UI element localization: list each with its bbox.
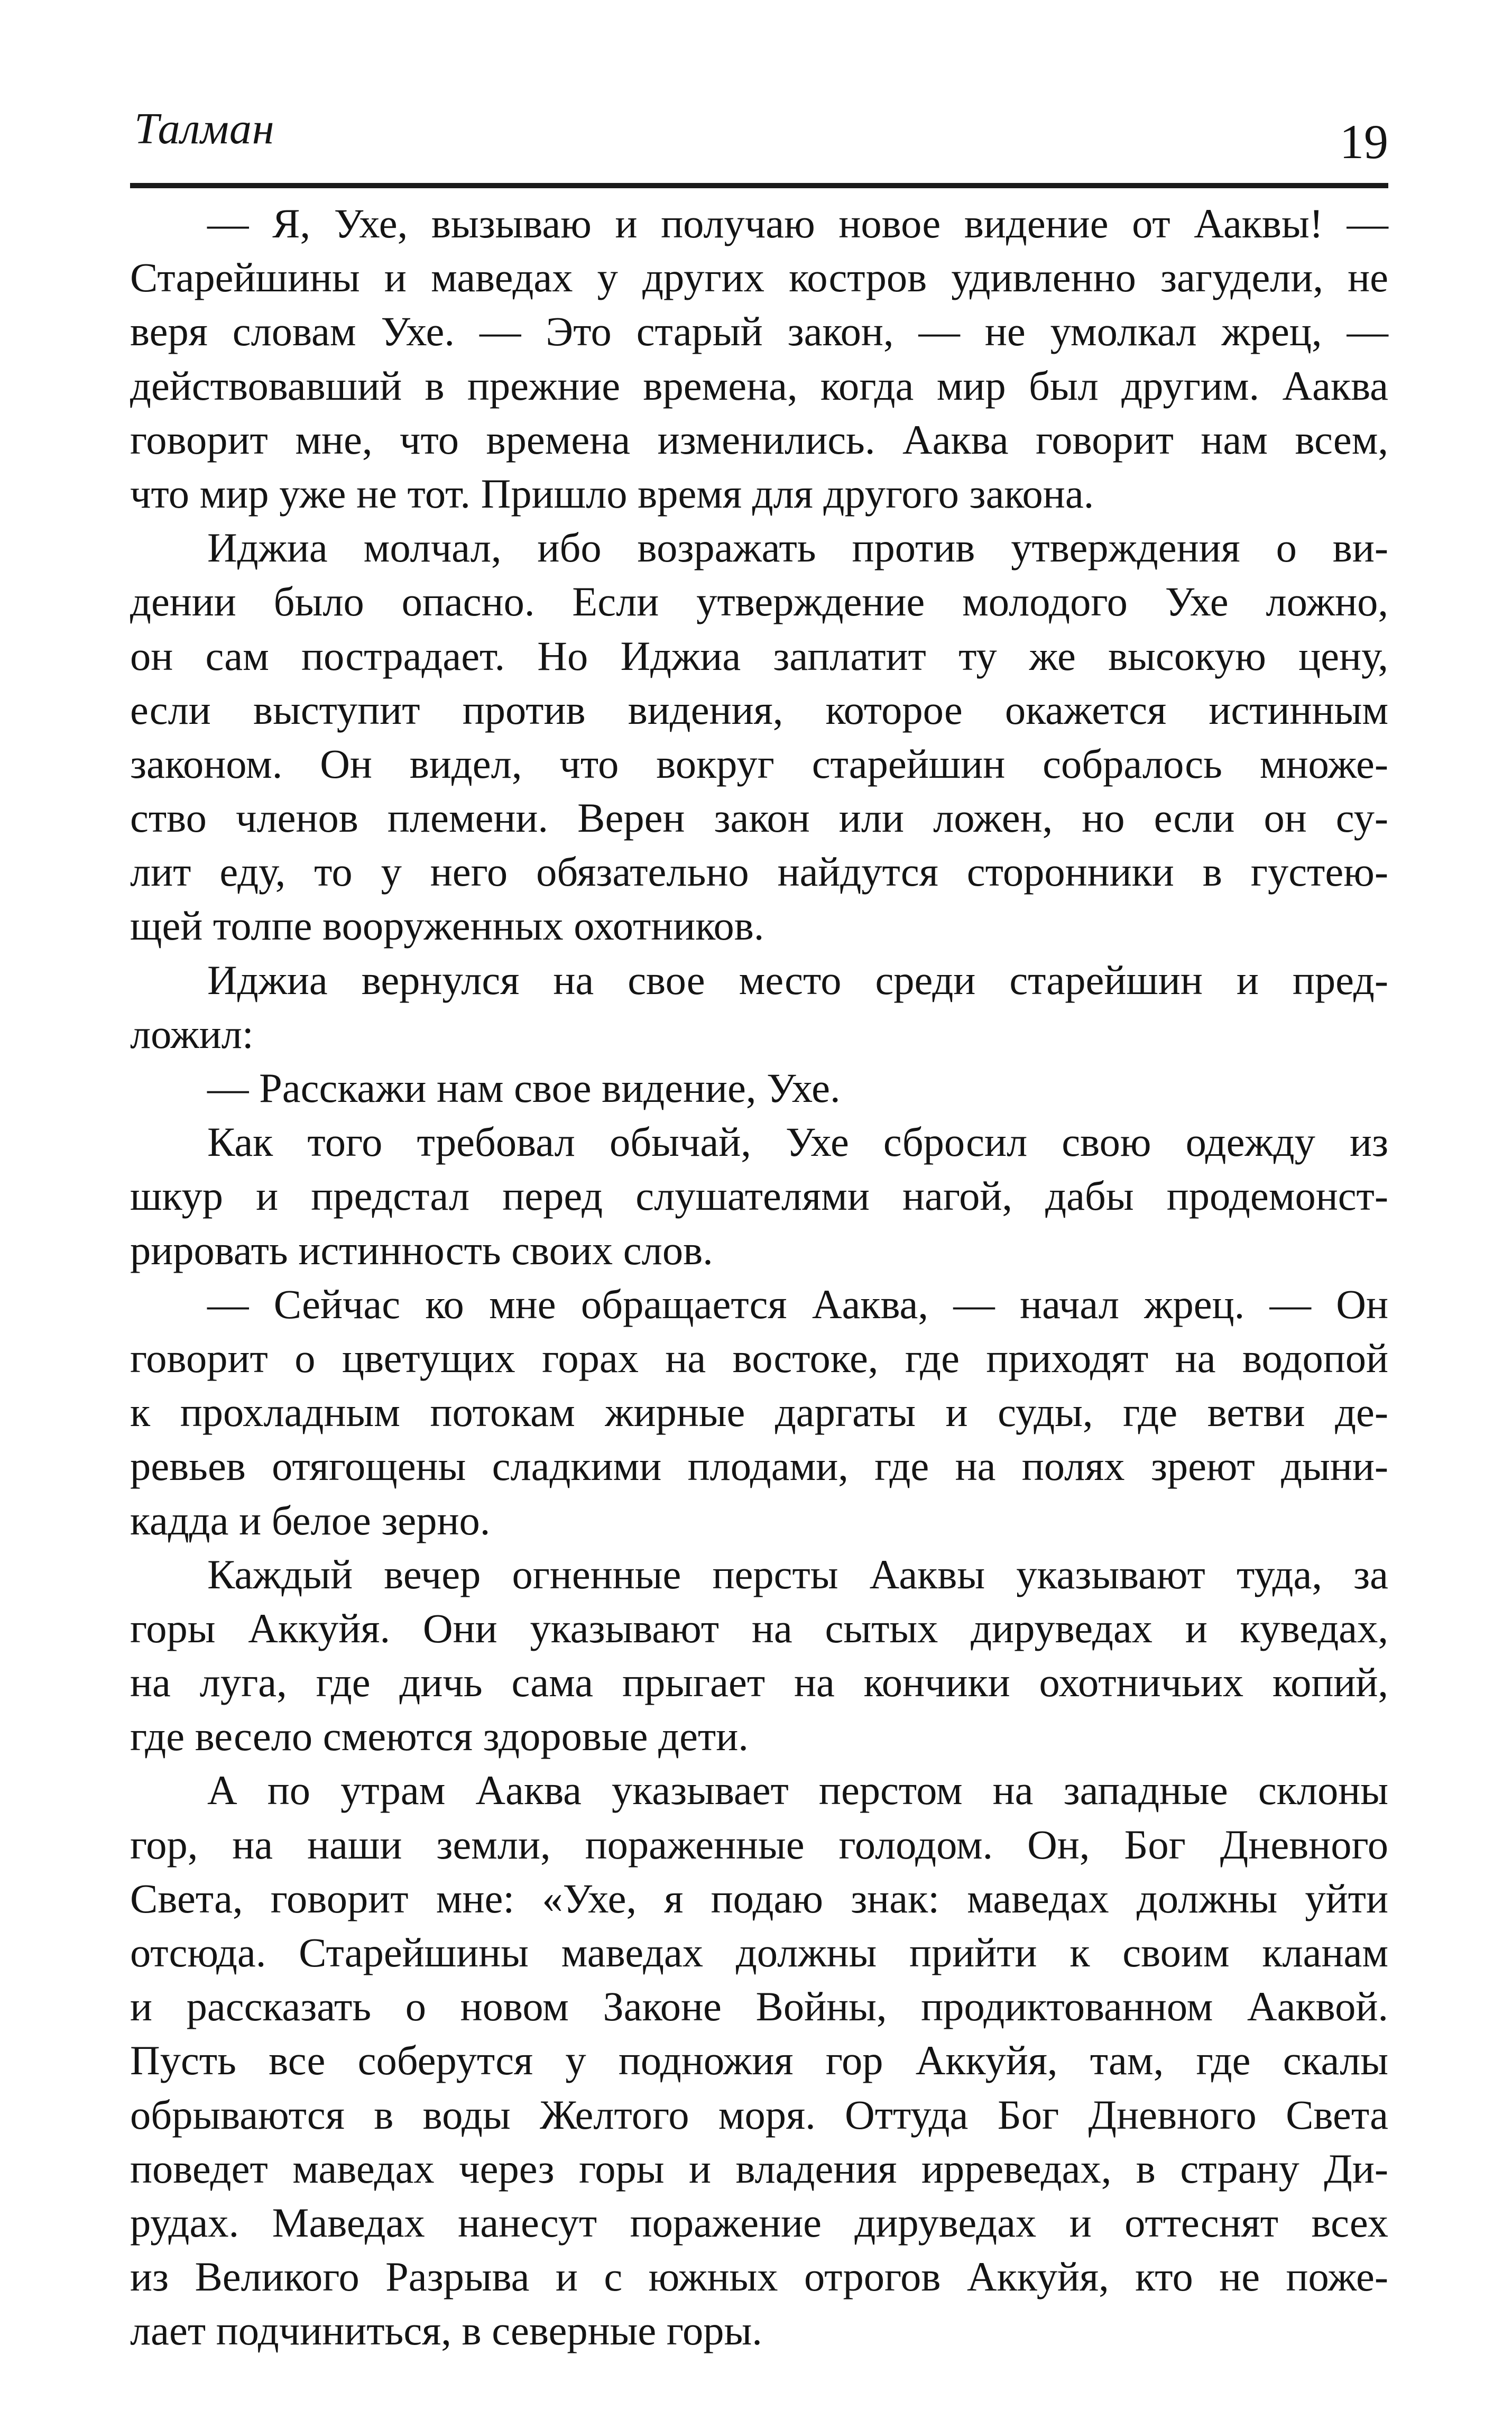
text-line: ревьев отягощены сладкими плодами, где на полях зреют дыни- — [130, 1443, 1388, 1489]
text-line: лает подчиниться, в северные горы. — [130, 2307, 762, 2354]
paragraph — [130, 1115, 1388, 1277]
text-line: рудах. Маведах нанесут поражение дируведах и оттеснят всех — [130, 2199, 1388, 2246]
paragraph — [130, 197, 1388, 521]
text-line: Иджиа вернулся на свое место среди старейшин и пред- — [207, 957, 1388, 1003]
text-line: лит еду, то у него обязательно найдутся сторонники в густею- — [130, 849, 1388, 895]
text-line: Света, говорит мне: «Ухе, я подаю знак: маведах должны уйти — [130, 1875, 1388, 1921]
header-rule — [130, 183, 1388, 188]
running-title: Талман — [134, 104, 275, 153]
text-line: говорит мне, что времена изменились. Аaква говорит нам всем, — [130, 416, 1388, 463]
text-line: веря словам Ухе. — Это старый закон, — не умолкал жрец, — — [130, 308, 1388, 355]
paragraph — [130, 1061, 1388, 1115]
text-line: поведет маведах через горы и владения ирреведах, в страну Ди- — [130, 2145, 1388, 2192]
paragraph — [130, 1763, 1388, 2358]
body-text — [130, 197, 1388, 2358]
text-line: ство членов племени. Верен закон или ложен, но если он су- — [130, 795, 1388, 841]
text-line: кадда и белое зерно. — [130, 1497, 491, 1543]
text-line: на луга, где дичь сама прыгает на кончики охотничьих копий, — [130, 1659, 1388, 1706]
text-line: дении было опасно. Если утверждение молодого Ухе ложно, — [130, 578, 1388, 625]
text-line: что мир уже не тот. Пришло время для другого закона. — [130, 470, 1094, 517]
text-line: Как того требовал обычай, Ухе сбросил свою одежду из — [207, 1119, 1388, 1165]
text-line: — Сейчас ко мне обращается Аaква, — начал жрец. — Он — [207, 1281, 1388, 1327]
text-line: из Великого Разрыва и с южных отрогов Аккуйя, кто не поже- — [130, 2254, 1388, 2300]
text-line: Иджиа молчал, ибо возражать против утверждения о ви- — [207, 525, 1388, 571]
text-line: законом. Он видел, что вокруг старейшин собралось множе- — [130, 740, 1388, 787]
text-line: шкур и предстал перед слушателями нагой, дабы продемонст- — [130, 1173, 1388, 1219]
text-line: гор, на наши земли, пораженные голодом. Он, Бог Дневного — [130, 1821, 1388, 1868]
running-header — [130, 79, 1388, 168]
paragraph — [130, 953, 1388, 1061]
book-page — [130, 79, 1388, 2353]
text-line: если выступит против видения, которое окажется истинным — [130, 686, 1388, 733]
paragraph — [130, 1277, 1388, 1548]
text-line: — Расскажи нам свое видение, Ухе. — [207, 1065, 841, 1111]
paragraph — [130, 521, 1388, 953]
page-number: 19 — [1340, 115, 1388, 169]
text-line: отсюда. Старейшины маведах должны прийти к своим кланам — [130, 1929, 1388, 1975]
text-line: где весело смеются здоровые дети. — [130, 1713, 749, 1760]
text-line: Каждый вечер огненные персты Ааквы указывают туда, за — [207, 1551, 1388, 1597]
text-line: рировать истинность своих слов. — [130, 1227, 713, 1273]
text-line: обрываются в воды Желтого моря. Оттуда Бог Дневного Света — [130, 2091, 1388, 2138]
text-line: Пусть все соберутся у подножия гор Аккуйя, там, где скалы — [130, 2037, 1388, 2084]
text-line: и рассказать о новом Законе Войны, продиктованном Аaквой. — [130, 1983, 1388, 2030]
text-line: горы Аккуйя. Они указывают на сытых дируведах и куведах, — [130, 1605, 1388, 1651]
text-line: щей толпе вооруженных охотников. — [130, 903, 764, 949]
text-line: действовавший в прежние времена, когда мир был другим. Аaква — [130, 362, 1388, 409]
paragraph — [130, 1548, 1388, 1764]
text-line: к прохладным потокам жирные даргаты и суды, где ветви де- — [130, 1389, 1388, 1436]
text-line: Старейшины и маведах у других костров удивленно загудели, не — [130, 254, 1388, 301]
text-line: — Я, Ухе, вызываю и получаю новое видение от Ааквы! — — [207, 200, 1388, 246]
text-line: говорит о цветущих горах на востоке, где приходят на водопой — [130, 1335, 1388, 1381]
text-line: ложил: — [130, 1010, 254, 1057]
text-line: он сам пострадает. Но Иджиа заплатит ту же высокую цену, — [130, 632, 1388, 679]
text-line: А по утрам Аaква указывает перстом на западные склоны — [207, 1767, 1388, 1814]
